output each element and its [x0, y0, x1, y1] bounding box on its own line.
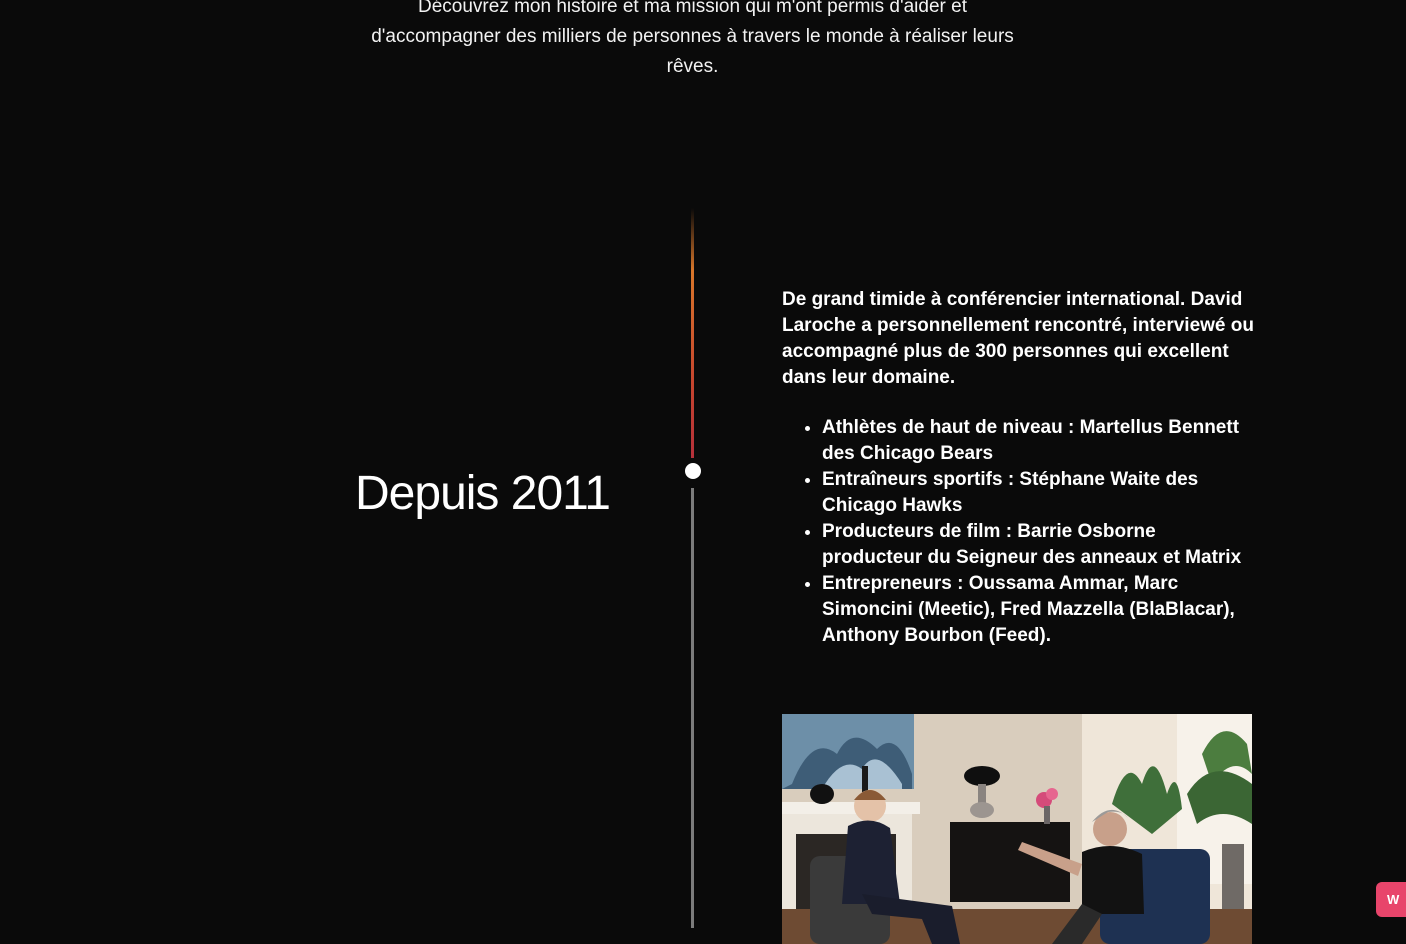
list-item: • Athlètes de haut de niveau : Martellus Bennett des Chicago Bears — [822, 415, 1257, 467]
intro-text: Découvrez mon histoire et ma mission qui m'ont permis d'aider et d'accompagner des milliers de personnes à travers le monde à réaliser leurs rêves. — [371, 0, 1014, 77]
timeline-line — [691, 488, 694, 928]
list-item: • Entrepreneurs : Oussama Ammar, Marc Simoncini (Meetic), Fred Mazzella (BlaBlacar), Anthony Bourbon (Feed). — [822, 571, 1257, 649]
content-paragraph: De grand timide à conférencier international. David Laroche a personnellement rencontré, interviewé ou accompagné plus de 300 personnes qui excellent dans leur domaine. — [782, 289, 1254, 388]
achievements-list — [782, 415, 1257, 649]
list-item: • Entraîneurs sportifs : Stéphane Waite des Chicago Hawks — [822, 467, 1257, 519]
timeline-line-gradient — [691, 208, 694, 458]
side-widget-button[interactable]: W — [1376, 882, 1406, 917]
list-item: • Producteurs de film : Barrie Osborne producteur du Seigneur des anneaux et Matrix — [822, 519, 1257, 571]
timeline-dot — [685, 463, 701, 479]
year-heading: Depuis 2011 — [355, 467, 610, 520]
interview-photo — [782, 714, 1252, 944]
timeline-content — [782, 287, 1257, 649]
interview-photo-illustration — [782, 714, 1252, 944]
